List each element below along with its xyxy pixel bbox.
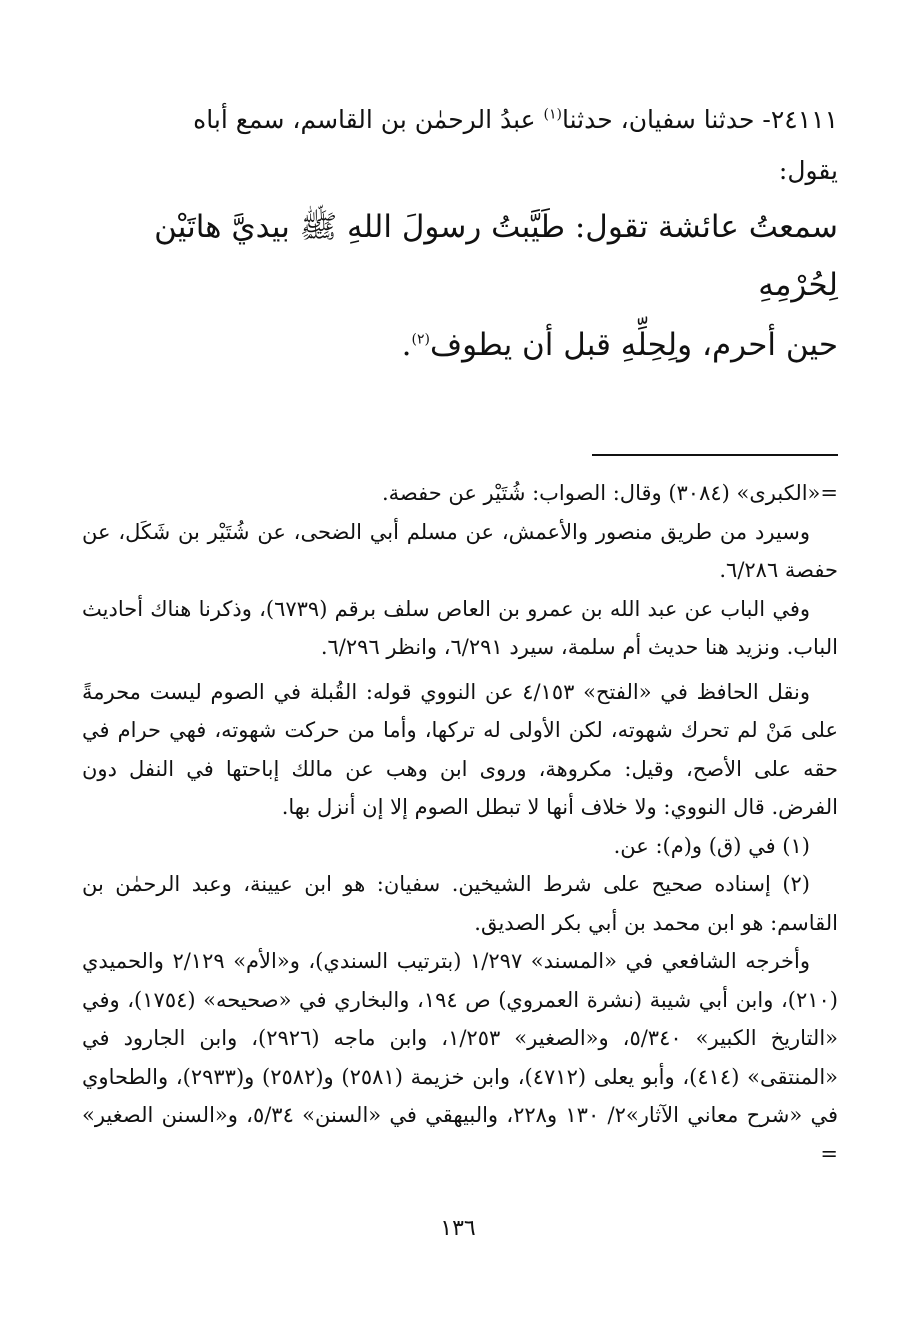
- hadith-block: [82, 94, 838, 374]
- footnote-paragraph: ونقل الحافظ في «الفتح» ٤/١٥٣ عن النووي قوله: القُبلة في الصوم ليست محرمةً على مَنْ لم تحرك شهوته، لكن الأولى له تركها، وأما من حركت شهوته، فهي حرام في حقه على الأصح، وقيل: مكروهة، وروى ابن وهب عن مالك إباحتها في النفل دون الفرض. قال النووي: ولا خلاف أنها لا تبطل الصوم إلا إن أنزل بها.: [82, 679, 838, 819]
- footnote-ref-1: (١): [543, 106, 562, 123]
- footnote-2: (٢) إسناده صحيح على شرط الشيخين. سفيان: هو ابن عيينة، وعبد الرحمٰن بن القاسم: هو ابن محمد بن أبي بكر الصديق.: [82, 872, 838, 935]
- page-number: ١٣٦: [440, 1216, 476, 1241]
- hadith-matn-line-2: [82, 316, 838, 374]
- footnote-paragraph: وأخرجه الشافعي في «المسند» ١/٢٩٧ (بترتيب السندي)، و«الأم» ٢/١٢٩ والحميدي (٢١٠)، وابن أبي شيبة (نشرة العمروي) ص ١٩٤، والبخاري في «صحيحه» (١٧٥٤)، وفي «التاريخ الكبير» ٥/٣٤٠، و«الصغير» ١/٢٥٣، وابن ماجه (٢٩٢٦)، وابن الجارود في «المنتقى» (٤١٤)، وأبو يعلى (٤٧١٢)، وابن خزيمة (٢٥٨١) و(٢٥٨٢) و(٢٩٣٣)، والطحاوي في «شرح معاني الآثار»٢/ ١٣٠ و٢٢٨، والبيهقي في «السنن» ٥/٣٤، و«السنن الصغير» =: [82, 949, 839, 1166]
- footnote-paragraph: وسيرد من طريق منصور والأعمش، عن مسلم أبي الضحى، عن شُتَيْر بن شَكَل، عن حفصة ٦/٢٨٦.: [82, 519, 838, 582]
- footnote-1: (١) في (ق) و(م): عن.: [613, 833, 810, 858]
- hadith-isnad-text-rest: عبدُ الرحمٰن بن القاسم، سمع أباه: [193, 105, 544, 134]
- footnotes-section: [82, 474, 838, 1173]
- hadith-intro-line: يقول:: [778, 156, 838, 185]
- hadith-matn-text: حين أحرم، ولِحِلِّهِ قبل أن يطوف: [429, 327, 838, 363]
- hadith-isnad-line: [82, 94, 838, 146]
- footnote-continued: =«الكبرى» (٣٠٨٤) وقال: الصواب: شُتَيْر عن حفصة.: [381, 481, 838, 505]
- hadith-isnad-text: ٢٤١١١- حدثنا سفيان، حدثنا: [561, 105, 838, 134]
- hadith-matn-line-1: سمعتُ عائشة تقول: طَيَّبتُ رسولَ اللهِ ﷺ بيديَّ هاتَيْن لِحُرْمِهِ: [154, 209, 838, 303]
- footnote-ref-2: (٢): [411, 331, 430, 348]
- hadith-matn-end: .: [401, 327, 412, 363]
- footnote-paragraph: وفي الباب عن عبد الله بن عمرو بن العاص سلف برقم (٦٧٣٩)، وذكرنا هناك أحاديث الباب. ونزيد هنا حديث أم سلمة، سيرد ٦/٢٩١، وانظر ٦/٢٩٦.: [82, 596, 838, 659]
- footnote-separator: [592, 454, 838, 456]
